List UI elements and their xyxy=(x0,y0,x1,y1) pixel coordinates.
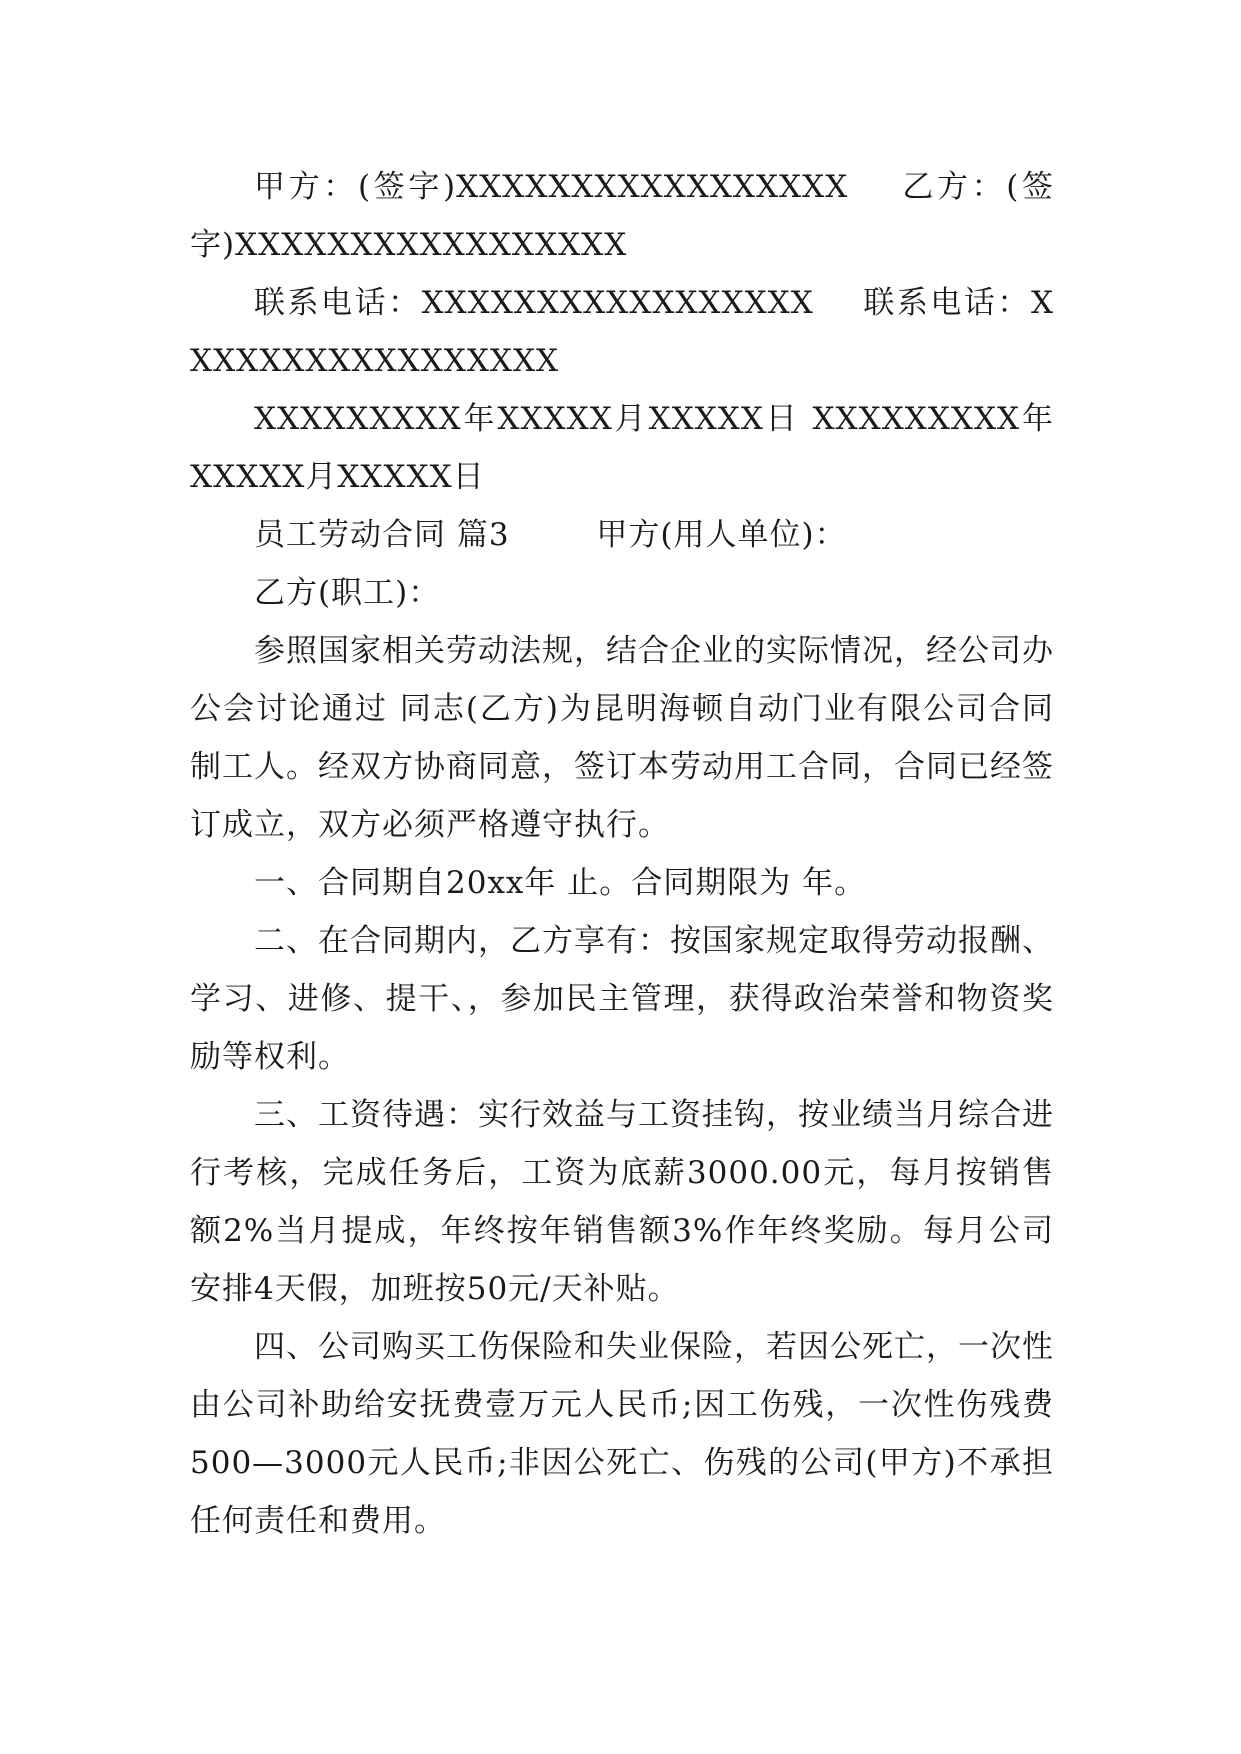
contract-heading: 员工劳动合同 篇3 xyxy=(254,517,510,553)
party-a-label: 甲方(用人单位)： xyxy=(596,517,847,553)
party-b-signature: 乙方：(签字)XXXXXXXXXXXXXXXXX xyxy=(190,169,1055,263)
clause-1: 一、合同期自20xx年 止。合同期限为 年。 xyxy=(254,865,867,901)
document-page xyxy=(190,158,1054,1550)
clause-2: 二、在合同期内，乙方享有：按国家规定取得劳动报酬、学习、进修、提干、，参加民主管理，获得政治荣誉和物资奖励等权利。 xyxy=(190,923,1054,1075)
party-b-phone: 联系电话：XXXXXXXXXXXXXXXXX xyxy=(190,285,1055,379)
party-a-signature: 甲方：(签字)XXXXXXXXXXXXXXXXX xyxy=(254,169,849,205)
party-a-date: XXXXXXXXX年XXXXX月XXXXX日 xyxy=(254,401,800,437)
signature-line xyxy=(190,158,1054,274)
clause-3: 三、工资待遇：实行效益与工资挂钩，按业绩当月综合进行考核，完成任务后，工资为底薪3000.00元，每月按销售额2%当月提成，年终按年销售额3%作年终奖励。每月公司安排4天假，加班按50元/天补贴。 xyxy=(190,1097,1054,1307)
party-b-line xyxy=(190,564,1054,622)
contract-intro: 参照国家相关劳动法规，结合企业的实际情况，经公司办公会讨论通过 同志(乙方)为昆明海顿自动门业有限公司合同制工人。经双方协商同意，签订本劳动用工合同，合同已经签订成立，双方必须严格遵守执行。 xyxy=(190,633,1054,843)
party-b-date: XXXXXXXXX年XXXXX月XXXXX日 xyxy=(190,401,1055,495)
party-a-phone: 联系电话：XXXXXXXXXXXXXXXXX xyxy=(254,285,814,321)
party-b-label: 乙方(职工)： xyxy=(254,575,441,611)
phone-line xyxy=(190,274,1054,390)
contract-heading-line xyxy=(190,506,1054,564)
date-line xyxy=(190,390,1054,506)
clause-4: 四、公司购买工伤保险和失业保险，若因公死亡，一次性由公司补助给安抚费壹万元人民币;因工伤残，一次性伤残费500—3000元人民币;非因公死亡、伤残的公司(甲方)不承担任何责任和费用。 xyxy=(190,1329,1054,1539)
